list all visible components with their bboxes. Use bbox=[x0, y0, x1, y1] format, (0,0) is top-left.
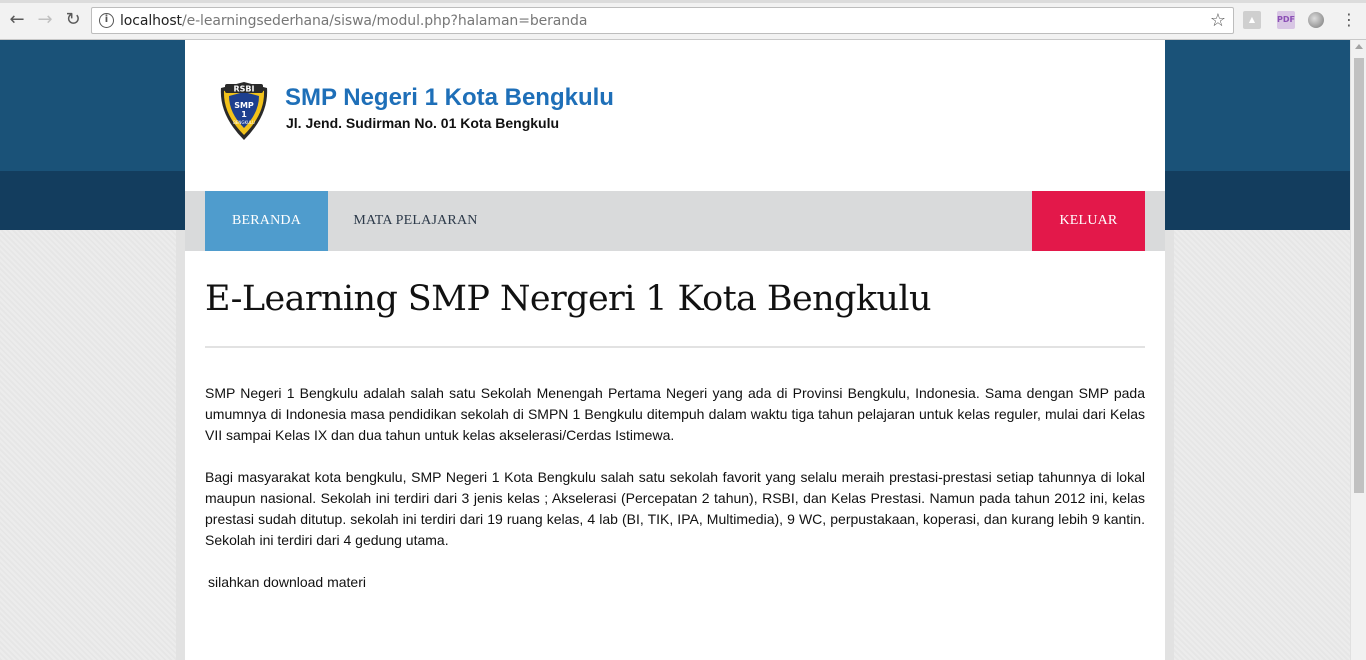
logo-text-bottom: BENGKULU bbox=[233, 120, 255, 125]
address-bar[interactable] bbox=[91, 7, 1234, 34]
menu-icon[interactable]: ⋮ bbox=[1341, 10, 1357, 29]
pdf-extension-icon[interactable] bbox=[1277, 11, 1295, 29]
school-logo bbox=[217, 80, 271, 142]
logo-text-mid: SMP bbox=[234, 101, 254, 110]
tabstrip bbox=[0, 0, 1366, 3]
reload-icon[interactable]: ↻ bbox=[65, 9, 81, 30]
title-divider bbox=[205, 346, 1145, 348]
download-text: silahkan download materi bbox=[208, 574, 366, 590]
url-host: localhost bbox=[120, 13, 182, 29]
back-arrow-icon[interactable]: ← bbox=[9, 9, 25, 30]
page-title: E-Learning SMP Nergeri 1 Kota Bengkulu bbox=[205, 279, 931, 319]
logo-text-top: RSBI bbox=[233, 84, 255, 94]
url-text[interactable] bbox=[120, 13, 587, 29]
url-path: /e-learningsederhana/siswa/modul.php?halaman=beranda bbox=[181, 13, 588, 29]
intro-paragraph: SMP Negeri 1 Bengkulu adalah salah satu Sekolah Menengah Pertama Negeri yang ada di Provinsi Bengkulu, Indonesia. Sama dengan SMP pada umumnya di Indonesia masa pendidikan sekolah di SMPN 1 Bengkulu ditempuh dalam waktu tiga tahun pelajaran untuk kelas reguler, mulai dari Kelas VII sampai Kelas IX dan dua tahun untuk kelas akselerasi/Cerdas Istimewa. bbox=[205, 385, 1145, 443]
site-header bbox=[185, 40, 1165, 191]
school-name: SMP Negeri 1 Kota Bengkulu bbox=[285, 84, 614, 111]
acrobat-extension-icon[interactable]: ▲ bbox=[1243, 11, 1261, 29]
info-icon[interactable]: i bbox=[99, 13, 114, 28]
scroll-up-arrow-icon[interactable] bbox=[1355, 44, 1363, 49]
vertical-scrollbar[interactable] bbox=[1350, 40, 1366, 660]
sphere-extension-icon[interactable] bbox=[1307, 11, 1325, 29]
browser-toolbar bbox=[0, 0, 1366, 40]
details-paragraph: Bagi masyarakat kota bengkulu, SMP Negeri 1 Kota Bengkulu salah satu sekolah favorit yang selalu meraih prestasi-prestasi setiap tahunnya di lokal maupun nasional. Sekolah ini terdiri dari 3 jenis kelas ; Akselerasi (Percepatan 2 tahun), RSBI, dan Kelas Prestasi. Namun pada tahun 2012 ini, kelas prestasi sudah ditutup. sekolah ini terdiri dari 19 ruang kelas, 4 lab (BI, TIK, IPA, Multimedia), 9 WC, perpustakaan, koperasi, dan kurang lebih 9 kantin. Sekolah ini terdiri dari 4 gedung utama. bbox=[205, 469, 1145, 548]
logo-text-num: 1 bbox=[241, 110, 247, 119]
bookmark-star-icon[interactable]: ☆ bbox=[1209, 10, 1226, 31]
nav-item-keluar[interactable]: KELUAR bbox=[1032, 191, 1145, 251]
page-container bbox=[185, 40, 1165, 660]
school-address: Jl. Jend. Sudirman No. 01 Kota Bengkulu bbox=[286, 115, 560, 131]
scrollbar-thumb[interactable] bbox=[1354, 58, 1364, 493]
pdf-extension-label: PDF bbox=[1277, 15, 1295, 24]
main-nav bbox=[185, 191, 1165, 251]
container-shadow-left bbox=[176, 230, 185, 660]
nav-item-beranda[interactable]: BERANDA bbox=[205, 191, 328, 251]
container-shadow-right bbox=[1165, 230, 1174, 660]
nav-item-mata-pelajaran[interactable]: MATA PELAJARAN bbox=[353, 213, 478, 228]
forward-arrow-icon[interactable]: → bbox=[37, 9, 53, 30]
